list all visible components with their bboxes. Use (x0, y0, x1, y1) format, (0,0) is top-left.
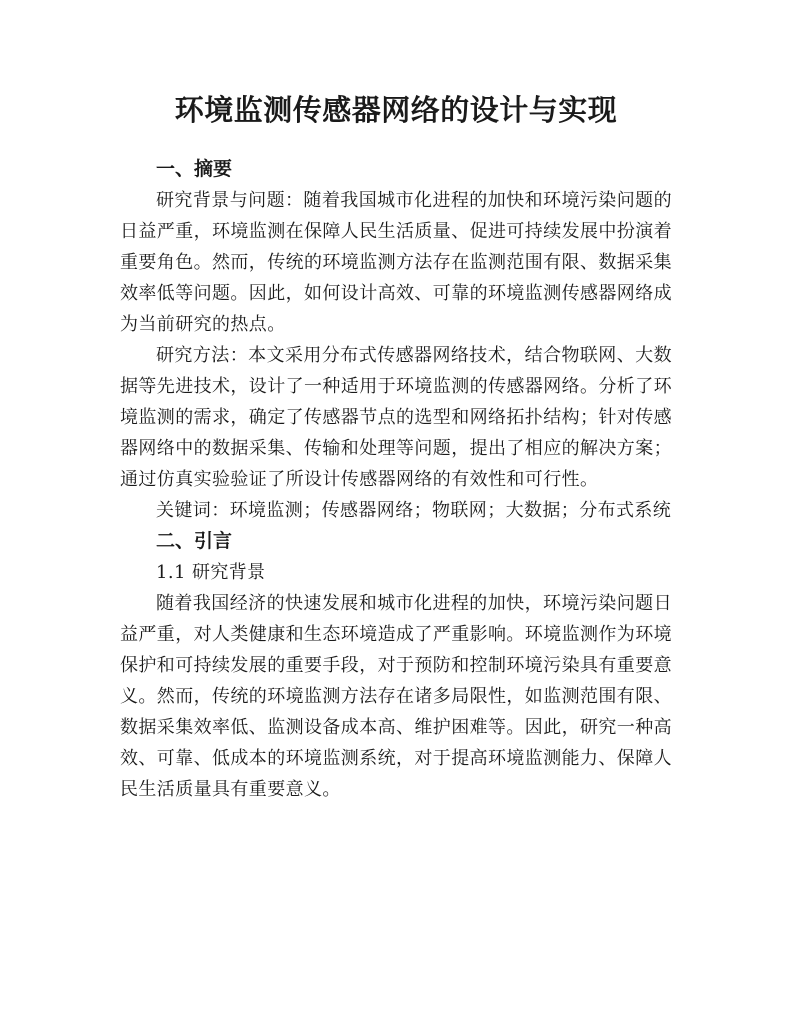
abstract-heading: 一、摘要 (156, 158, 233, 180)
abstract-section (120, 154, 672, 526)
abstract-keywords: 关键词：环境监测；传感器网络；物联网；大数据；分布式系统 (156, 500, 672, 521)
document-page (120, 88, 672, 805)
introduction-section (120, 526, 672, 805)
introduction-heading: 二、引言 (156, 530, 233, 552)
abstract-background-paragraph: 研究背景与问题：随着我国城市化进程的加快和环境污染问题的日益严重，环境监测在保障人民生活质量、促进可持续发展中扮演着重要角色。然而，传统的环境监测方法存在监测范围有限、数据采集效率低等问题。因此，如何设计高效、可靠的环境监测传感器网络成为当前研究的热点。 (120, 190, 672, 335)
introduction-paragraph: 随着我国经济的快速发展和城市化进程的加快，环境污染问题日益严重，对人类健康和生态环境造成了严重影响。环境监测作为环境保护和可持续发展的重要手段，对于预防和控制环境污染具有重要意义。然而，传统的环境监测方法存在诸多局限性，如监测范围有限、数据采集效率低、监测设备成本高、维护困难等。因此，研究一种高效、可靠、低成本的环境监测系统，对于提高环境监测能力、保障人民生活质量具有重要意义。 (120, 593, 672, 800)
abstract-methods-paragraph: 研究方法：本文采用分布式传感器网络技术，结合物联网、大数据等先进技术，设计了一种适用于环境监测的传感器网络。分析了环境监测的需求，确定了传感器节点的选型和网络拓扑结构；针对传感器网络中的数据采集、传输和处理等问题，提出了相应的解决方案；通过仿真实验验证了所设计传感器网络的有效性和可行性。 (120, 345, 672, 490)
subsection-title: 1.1 研究背景 (156, 562, 266, 583)
document-title: 环境监测传感器网络的设计与实现 (174, 93, 618, 127)
